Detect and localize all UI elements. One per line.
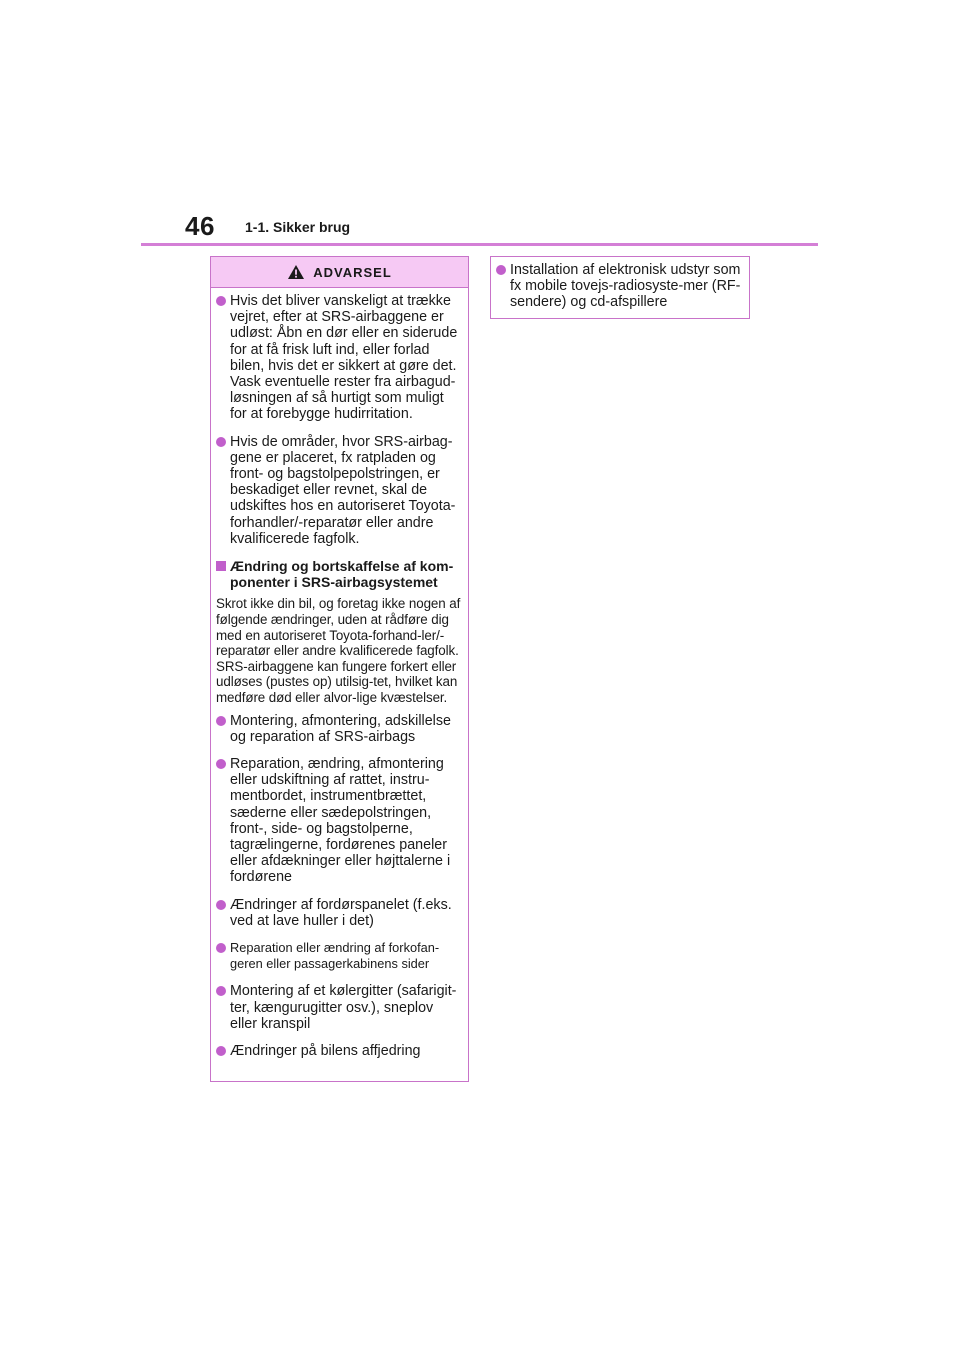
list-item: Installation af elektronisk udstyr som fx mobile tovejs-radiosyste-mer (RF-sendere) og cd-afspillere: [496, 262, 743, 311]
list-item: Ændringer på bilens affjedring: [216, 1043, 462, 1059]
body-paragraph: Skrot ikke din bil, og foretag ikke nogen af følgende ændringer, uden at rådføre dig med en autoriseret Toyota-forhand-ler/-reparatør eller andre kvalificerede fagfolk. SRS-airbaggene kan fungere forkert eller udløses (pustes op) utilsig-tet, hvilket kan medføre død eller alvor-lige kvæstelser.: [216, 596, 461, 706]
bullet-dot-icon: [216, 759, 226, 769]
list-item: Hvis det bliver vanskeligt at trække vejret, efter at SRS-airbaggene er udløst: Åbn en dør eller en siderude for at få frisk luft ind, eller forlad bilen, hvis det er sikkert at gøre det. Vask eventuelle rester fra airbagud-løsningen af så hurtigt som muligt for at forebygge hudirritation.: [216, 293, 462, 423]
bullet-dot-icon: [216, 1046, 226, 1056]
list-item: Reparation eller ændring af forkofan-geren eller passagerkabinens sider: [216, 940, 462, 972]
bullet-dot-icon: [216, 900, 226, 910]
subheading: Ændring og bortskaffelse af kom-ponenter i SRS-airbagsystemet: [216, 558, 462, 590]
list-item: Montering, afmontering, adskillelse og reparation af SRS-airbags: [216, 713, 462, 745]
list-item: Montering af et kølergitter (safarigit-ter, kængurugitter osv.), sneplov eller kranspil: [216, 983, 462, 1032]
bullet-dot-icon: [216, 437, 226, 447]
list-item: Hvis de områder, hvor SRS-airbag-gene er placeret, fx ratpladen og front- og bagstolpepolstringen, er beskadiget eller revnet, skal de udskiftes hos en autoriseret Toyota-forhandler/-reparatør eller andre kvalificerede fagfolk.: [216, 434, 462, 547]
warning-box: [210, 256, 469, 1082]
bullet-dot-icon: [216, 296, 226, 306]
warning-triangle-icon: [287, 264, 305, 280]
list-item: Ændringer af fordørspanelet (f.eks. ved at lave huller i det): [216, 897, 462, 929]
warning-header: [211, 257, 468, 288]
square-bullet-icon: [216, 561, 226, 571]
list-item: Reparation, ændring, afmontering eller udskiftning af rattet, instru-mentbordet, instrumentbrættet, sæderne eller sædepolstringen, front-, side- og bagstolperne, tagrælingerne, fordørenes paneler eller afdækninger eller højttalerne i fordørene: [216, 756, 462, 886]
warning-continued-box: [490, 256, 750, 319]
bullet-dot-icon: [216, 986, 226, 996]
section-title: 1-1. Sikker brug: [245, 219, 351, 235]
warning-title: ADVARSEL: [313, 264, 392, 280]
bullet-dot-icon: [216, 943, 226, 953]
bullet-dot-icon: [216, 716, 226, 726]
page-number: 46: [185, 211, 215, 241]
header-divider: [141, 243, 818, 246]
bullet-dot-icon: [496, 265, 506, 275]
